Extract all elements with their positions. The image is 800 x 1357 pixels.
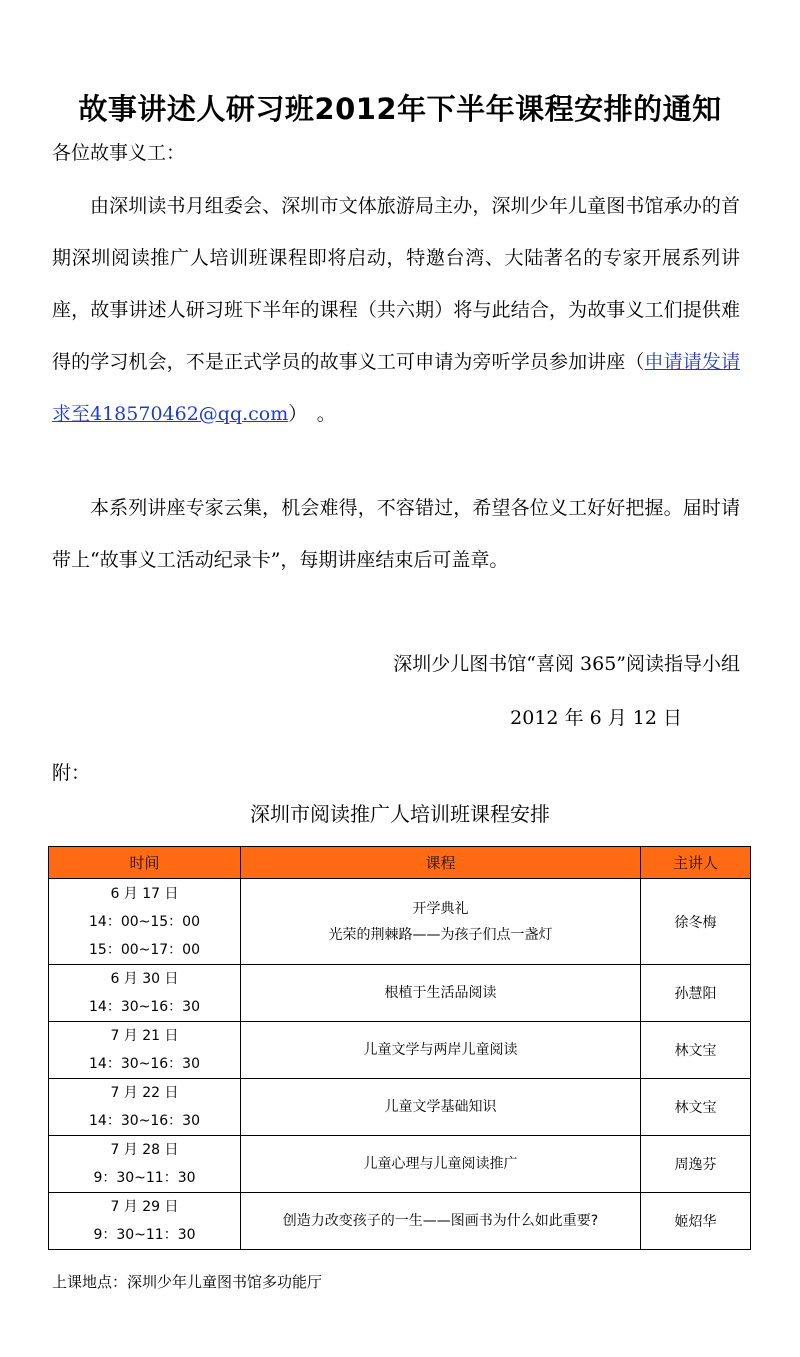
- time-cell: [49, 1022, 241, 1079]
- signature-date: 2012 年 6 月 12 日: [510, 707, 682, 729]
- schedule-header-row: [49, 847, 751, 879]
- schedule-table: [48, 846, 751, 1250]
- time-cell: [49, 1193, 241, 1250]
- table-row: [49, 1136, 751, 1193]
- speaker-cell: 林文宝: [641, 1022, 751, 1079]
- session-date: 6 月 17 日: [110, 885, 179, 902]
- speaker-cell: 孙慧阳: [641, 965, 751, 1022]
- header-course: 课程: [241, 847, 641, 879]
- course-title: 创造力改变孩子的一生——图画书为什么如此重要?: [282, 1213, 599, 1229]
- time-cell: [49, 965, 241, 1022]
- session-time: 9：30~11：30: [93, 1170, 196, 1186]
- table-row: [49, 1079, 751, 1136]
- speaker-cell: 徐冬梅: [641, 879, 751, 965]
- course-cell: [241, 1079, 641, 1136]
- session-date: 7 月 21 日: [110, 1028, 179, 1044]
- header-time: 时间: [49, 847, 241, 879]
- course-cell: [241, 1136, 641, 1193]
- course-title: 根植于生活品阅读: [384, 985, 497, 1001]
- session-time: 9：30~11：30: [93, 1227, 196, 1243]
- venue-note: 上课地点：深圳少年儿童图书馆多功能厅: [52, 1273, 323, 1291]
- course-cell: [241, 965, 641, 1022]
- session-date: 7 月 28 日: [110, 1142, 179, 1158]
- schedule-title: 深圳市阅读推广人培训班课程安排: [250, 802, 550, 826]
- table-row: [49, 1022, 751, 1079]
- speaker-cell: 周逸芬: [641, 1136, 751, 1193]
- session-time: 14：30~16：30: [89, 1056, 200, 1072]
- paragraph-1-tail: ） 。: [288, 403, 336, 425]
- speaker-cell: 林文宝: [641, 1079, 751, 1136]
- time-cell: [49, 1136, 241, 1193]
- table-row: [49, 879, 751, 965]
- course-cell: [241, 879, 641, 965]
- session-date: 7 月 29 日: [110, 1199, 179, 1215]
- salutation: 各位故事义工：: [52, 142, 186, 164]
- table-row: [49, 1193, 751, 1250]
- notice-paragraph-2: 本系列讲座专家云集，机会难得，不容错过，希望各位义工好好把握。届时请带上“故事义工活动纪录卡”，每期讲座结束后可盖章。: [52, 497, 740, 571]
- course-title: 儿童文学与两岸儿童阅读: [363, 1042, 518, 1058]
- course-cell: [241, 1022, 641, 1079]
- appendix-label: 附：: [52, 762, 91, 784]
- course-title: 儿童文学基础知识: [384, 1099, 497, 1115]
- session-time: 14：30~16：30: [89, 999, 200, 1015]
- session-time: 14：30~16：30: [89, 1113, 200, 1129]
- time-cell: [49, 879, 241, 965]
- speaker-cell: 姬炤华: [641, 1193, 751, 1250]
- course-title: 光荣的荆棘路——为孩子们点一盏灯: [328, 926, 553, 943]
- page-title: 故事讲述人研习班2012年下半年课程安排的通知: [78, 92, 722, 127]
- session-time: 15：00~17：00: [89, 941, 200, 958]
- session-time: 14：00~15：00: [89, 913, 200, 930]
- session-date: 7 月 22 日: [110, 1085, 179, 1101]
- paragraph-1-text: 由深圳读书月组委会、深圳市文体旅游局主办，深圳少年儿童图书馆承办的首期深圳阅读推广人培训班课程即将启动，特邀台湾、大陆著名的专家开展系列讲座，故事讲述人研习班下半年的课程（共六期）将与此结合，为故事义工们提供难得的学习机会，不是正式学员的故事义工可申请为旁听学员参加讲座（: [52, 195, 740, 373]
- session-date: 6 月 30 日: [110, 971, 179, 987]
- application-email-link[interactable]: 申请请发请求至418570462@qq.com: [52, 351, 740, 425]
- notice-paragraph-1: [52, 180, 740, 440]
- time-cell: [49, 1079, 241, 1136]
- table-row: [49, 965, 751, 1022]
- header-speaker: 主讲人: [641, 847, 751, 879]
- course-title: 儿童心理与儿童阅读推广: [363, 1156, 518, 1172]
- course-cell: [241, 1193, 641, 1250]
- signature-organization: 深圳少儿图书馆“喜阅 365”阅读指导小组: [393, 653, 740, 675]
- course-title: 开学典礼: [412, 900, 469, 917]
